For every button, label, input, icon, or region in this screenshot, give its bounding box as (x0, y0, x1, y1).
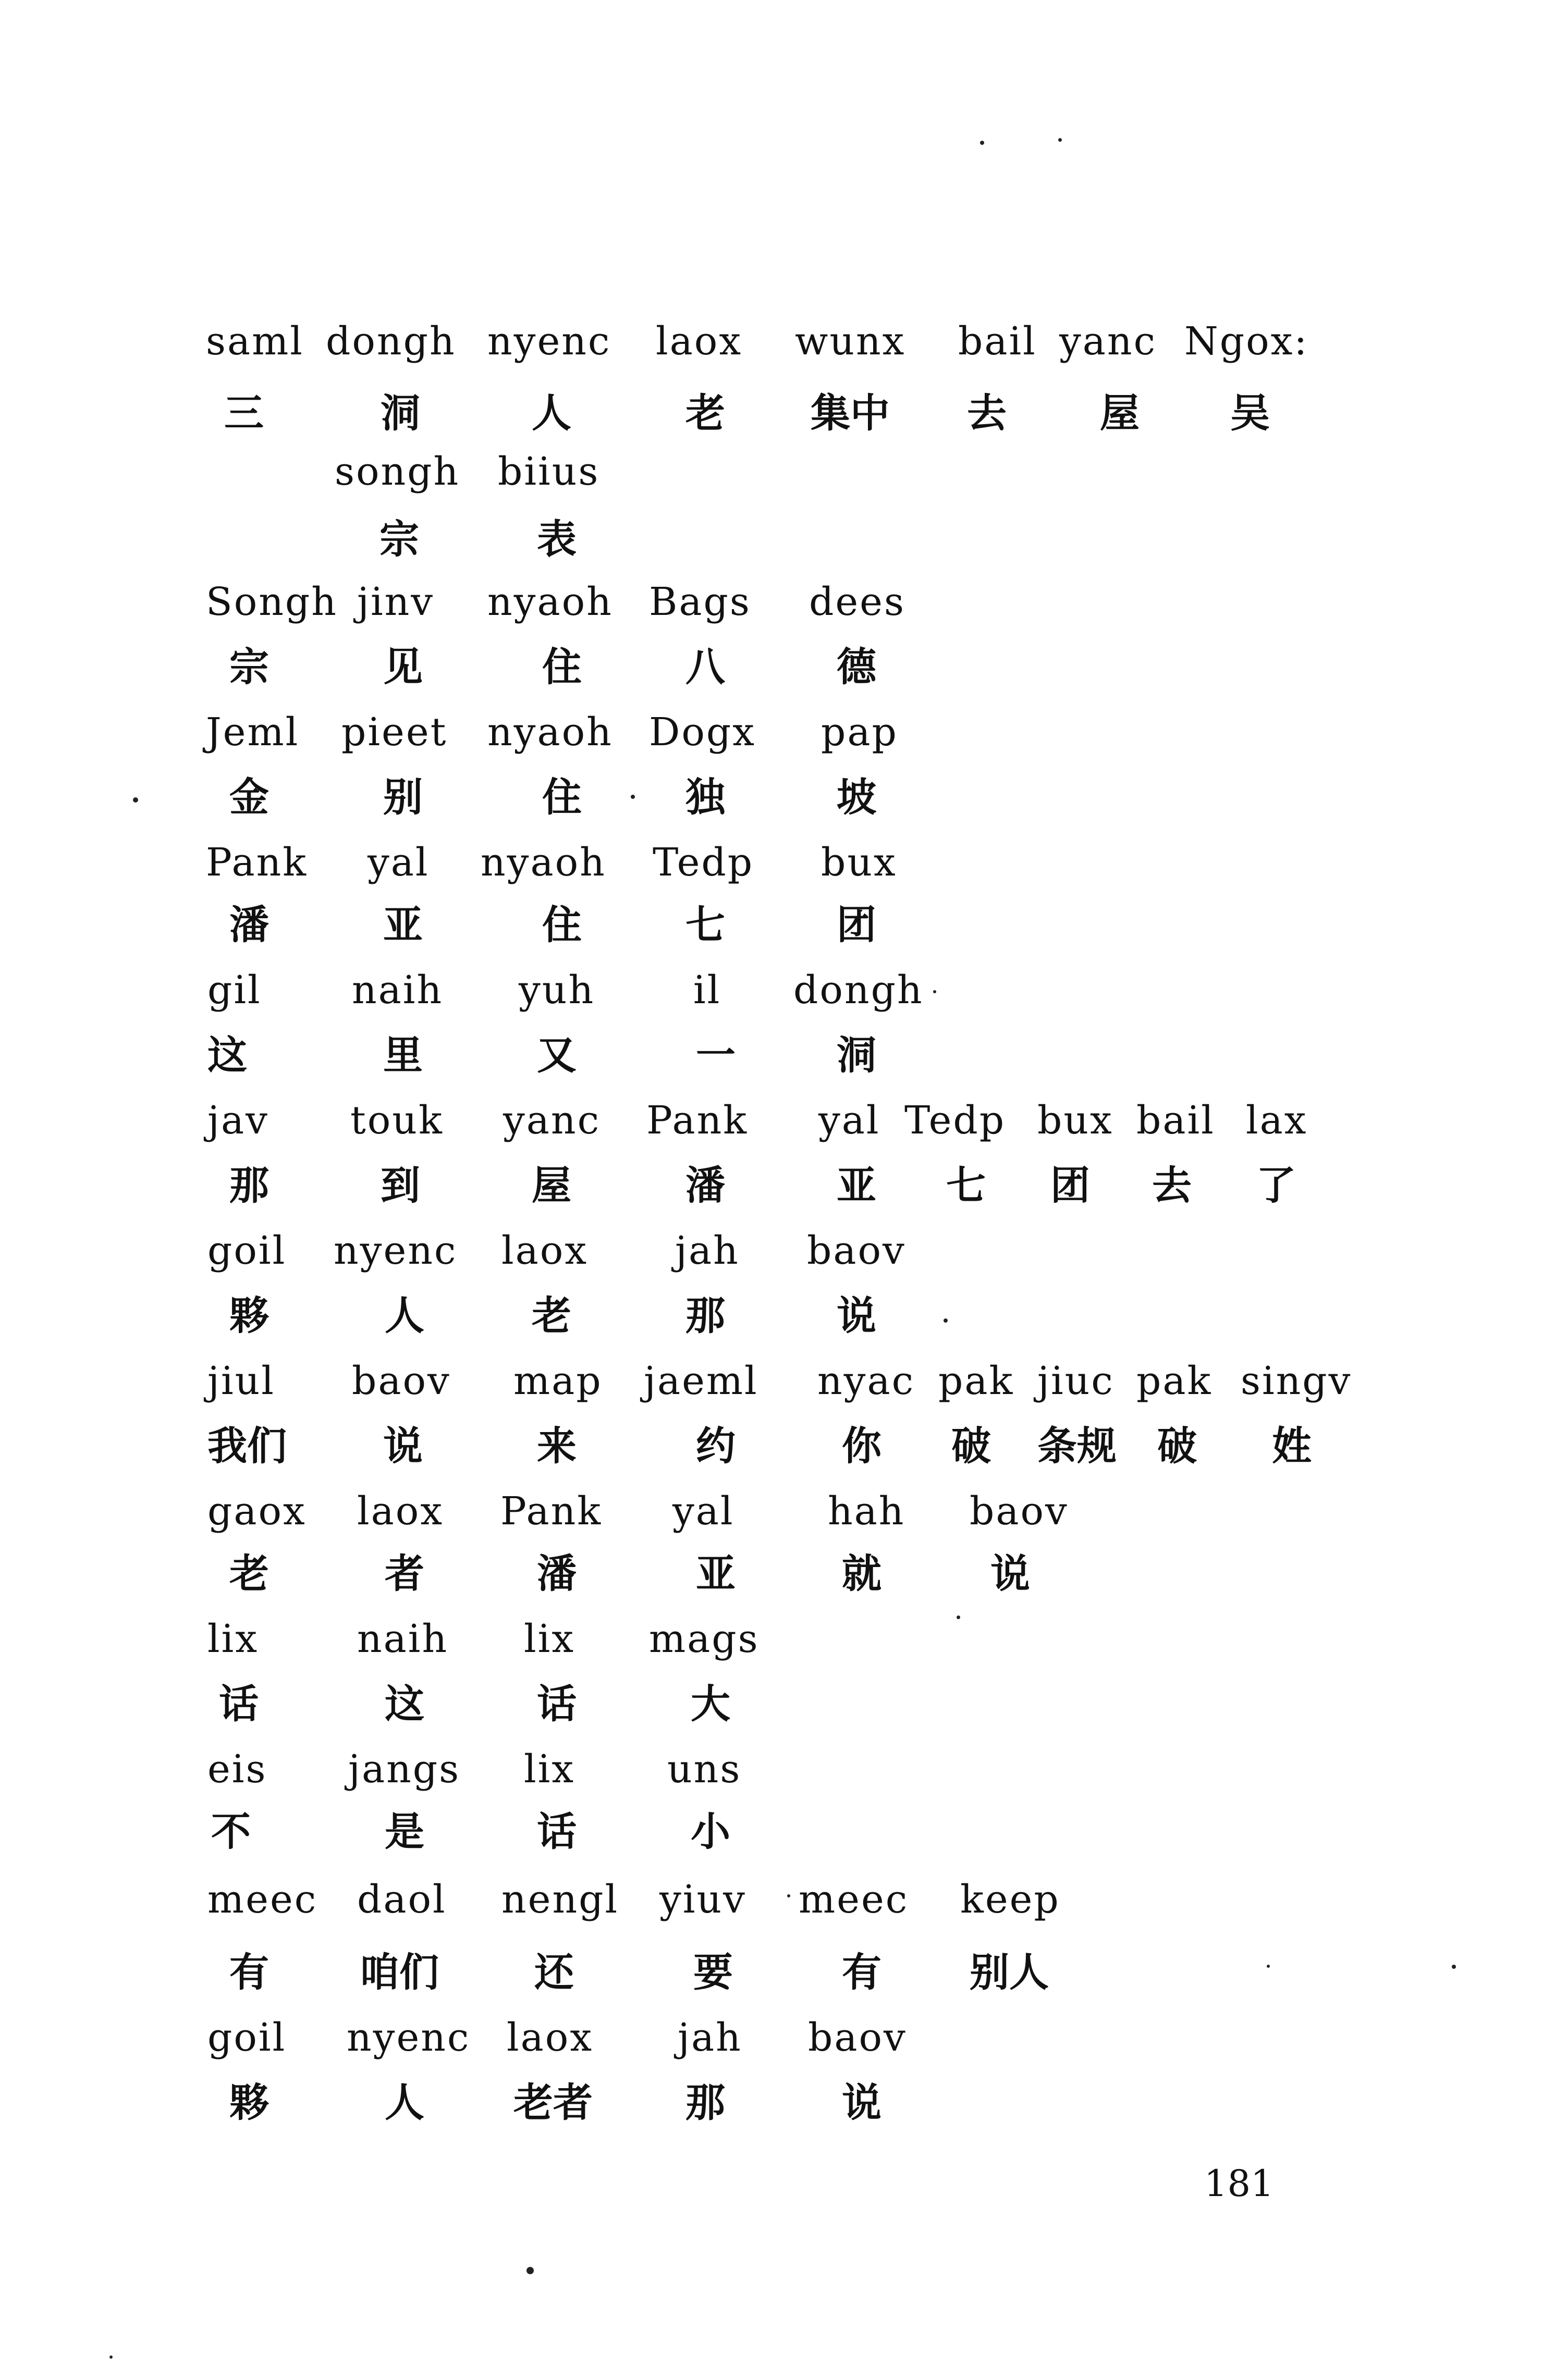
gloss-word: 还 (534, 1949, 574, 1995)
gloss-word: 洞 (381, 390, 420, 436)
kam-word: baov (352, 1359, 451, 1403)
gloss-line (0, 385, 1543, 442)
gloss-word: 屋 (1100, 390, 1140, 436)
gloss-word: 八 (685, 644, 725, 690)
kam-line (0, 704, 1543, 761)
kam-word: bail (1136, 1098, 1215, 1143)
kam-word: baov (808, 2015, 907, 2060)
gloss-line (0, 1417, 1543, 1475)
kam-word: singv (1241, 1359, 1352, 1403)
kam-word: nyaoh (481, 840, 606, 885)
kam-word: baov (807, 1228, 906, 1273)
gloss-line (0, 1944, 1543, 2001)
gloss-line (0, 1675, 1543, 1733)
gloss-word: 条规 (1037, 1423, 1117, 1469)
scan-speck (787, 1894, 790, 1897)
gloss-line (0, 1545, 1543, 1602)
kam-line (0, 1610, 1543, 1668)
scan-speck (133, 797, 138, 803)
scan-speck (526, 2267, 534, 2274)
gloss-word: 住 (542, 644, 582, 690)
scan-speck (933, 990, 936, 993)
scan-speck (1058, 138, 1062, 142)
gloss-word: 说 (842, 2079, 881, 2126)
kam-word: Pank (206, 840, 308, 885)
kam-word: naih (357, 1617, 449, 1661)
gloss-word: 里 (383, 1032, 423, 1078)
gloss-word: 话 (219, 1681, 259, 1727)
scan-speck (109, 2356, 113, 2359)
kam-word: lix (207, 1617, 259, 1661)
kam-word: nyaoh (487, 710, 613, 755)
kam-word: jiuc (1037, 1359, 1115, 1403)
kam-word: songh (335, 449, 460, 494)
kam-word: jangs (348, 1747, 461, 1792)
gloss-word: 有 (842, 1949, 881, 1995)
kam-word: Tedp (653, 840, 754, 885)
gloss-word: 那 (685, 2079, 725, 2126)
gloss-word: 七 (946, 1162, 986, 1209)
kam-word: dongh (326, 319, 456, 364)
gloss-word: 见 (383, 644, 423, 690)
kam-word: Pank (646, 1098, 749, 1143)
kam-line (0, 1352, 1543, 1410)
gloss-word: 人 (532, 390, 571, 436)
gloss-word: 三 (224, 390, 264, 436)
kam-word: Songh (206, 579, 338, 624)
scan-speck (980, 141, 984, 145)
gloss-word: 约 (696, 1423, 736, 1469)
scan-speck (1267, 1965, 1270, 1968)
kam-word: lix (524, 1617, 575, 1661)
kam-word: laox (656, 319, 743, 364)
kam-word: goil (207, 1228, 287, 1273)
kam-word: biius (498, 449, 600, 494)
gloss-word: 七 (685, 902, 725, 948)
kam-line (0, 1871, 1543, 1928)
kam-word: nyac (817, 1359, 915, 1403)
gloss-line (0, 896, 1543, 954)
kam-word: yanc (503, 1098, 601, 1143)
kam-word: hah (828, 1489, 905, 1534)
kam-word: meec (799, 1877, 909, 1922)
kam-word: bux (821, 840, 897, 885)
gloss-word: 去 (1152, 1162, 1192, 1209)
kam-line (0, 1222, 1543, 1279)
kam-word: goil (207, 2015, 287, 2060)
kam-word: Bags (649, 579, 751, 624)
kam-word: mags (649, 1617, 760, 1661)
gloss-word: 潘 (685, 1162, 725, 1209)
gloss-word: 屋 (532, 1162, 571, 1209)
kam-word: naih (352, 968, 444, 1013)
kam-word: laox (507, 2015, 594, 2060)
gloss-word: 表 (537, 516, 577, 562)
kam-word: meec (207, 1877, 318, 1922)
kam-line (0, 313, 1543, 370)
kam-word: pak (1136, 1359, 1213, 1403)
gloss-word: 老 (229, 1550, 269, 1597)
kam-word: eis (207, 1747, 267, 1792)
kam-word: jiul (207, 1359, 275, 1403)
gloss-word: 破 (1157, 1423, 1197, 1469)
kam-word: Dogx (649, 710, 756, 755)
gloss-word: 你 (842, 1423, 881, 1469)
kam-word: yal (818, 1098, 880, 1143)
kam-word: pieet (341, 710, 448, 755)
kam-word: Tedp (904, 1098, 1006, 1143)
gloss-word: 小 (691, 1808, 730, 1855)
kam-word: uns (667, 1747, 742, 1792)
gloss-line (0, 1803, 1543, 1860)
kam-word: gil (207, 968, 262, 1013)
kam-word: yal (368, 840, 430, 885)
gloss-word: 团 (1050, 1162, 1090, 1209)
kam-word: yiuv (659, 1877, 746, 1922)
gloss-line (0, 2074, 1543, 2131)
gloss-word: 德 (837, 644, 876, 690)
kam-word: jav (207, 1098, 269, 1143)
gloss-word: 来 (537, 1423, 577, 1469)
gloss-word: 夥 (229, 1292, 269, 1339)
gloss-line (0, 1027, 1543, 1084)
gloss-word: 集中 (811, 390, 890, 436)
kam-word: dongh (793, 968, 924, 1013)
kam-word: touk (350, 1098, 444, 1143)
gloss-word: 我们 (207, 1423, 287, 1469)
scan-speck (1452, 1965, 1456, 1969)
kam-word: jah (675, 1228, 740, 1273)
kam-line (0, 834, 1543, 891)
gloss-line (0, 1287, 1543, 1345)
gloss-word: 洞 (837, 1032, 876, 1078)
kam-word: nyenc (487, 319, 611, 364)
gloss-word: 老者 (513, 2079, 593, 2126)
gloss-word: 人 (385, 1292, 424, 1339)
kam-word: Pank (500, 1489, 603, 1534)
kam-word: keep (960, 1877, 1060, 1922)
gloss-word: 者 (385, 1550, 424, 1597)
gloss-word: 宗 (229, 644, 269, 690)
gloss-word: 到 (381, 1162, 420, 1209)
scan-speck (957, 1616, 960, 1619)
kam-word: bux (1037, 1098, 1113, 1143)
kam-line (0, 2009, 1543, 2066)
gloss-word: 这 (207, 1032, 247, 1078)
kam-word: il (693, 968, 721, 1013)
kam-word: daol (357, 1877, 447, 1922)
kam-word: map (513, 1359, 603, 1403)
gloss-word: 人 (385, 2079, 424, 2126)
gloss-word: 话 (537, 1681, 577, 1727)
gloss-word: 不 (211, 1808, 251, 1855)
scan-speck (631, 795, 635, 799)
gloss-word: 独 (685, 774, 725, 820)
kam-line (0, 1741, 1543, 1798)
gloss-word: 那 (685, 1292, 725, 1339)
kam-line (0, 573, 1543, 631)
kam-line (0, 961, 1543, 1019)
gloss-word: 有 (229, 1949, 269, 1995)
kam-word: yuh (519, 968, 595, 1013)
kam-word: pap (821, 710, 898, 755)
gloss-word: 就 (842, 1550, 881, 1597)
gloss-line (0, 511, 1543, 568)
gloss-word: 亚 (383, 902, 423, 948)
gloss-word: 亚 (696, 1550, 736, 1597)
kam-word: laox (501, 1228, 589, 1273)
gloss-word: 吴 (1230, 390, 1270, 436)
gloss-word: 又 (537, 1032, 577, 1078)
gloss-word: 住 (542, 774, 582, 820)
gloss-word: 去 (967, 390, 1007, 436)
gloss-word: 了 (1256, 1162, 1296, 1209)
page-number: 181 (1204, 2162, 1274, 2205)
gloss-word: 坡 (837, 774, 876, 820)
gloss-line (0, 1157, 1543, 1214)
gloss-word: 别 (383, 774, 423, 820)
gloss-word: 这 (385, 1681, 424, 1727)
gloss-word: 说 (383, 1423, 423, 1469)
gloss-word: 姓 (1272, 1423, 1312, 1469)
kam-word: nyenc (347, 2015, 471, 2060)
gloss-word: 宗 (379, 516, 419, 562)
kam-word: laox (357, 1489, 444, 1534)
kam-word: yal (672, 1489, 734, 1534)
gloss-word: 是 (385, 1808, 424, 1855)
kam-word: gaox (207, 1489, 307, 1534)
kam-word: baov (970, 1489, 1069, 1534)
kam-word: nyenc (334, 1228, 458, 1273)
gloss-word: 别人 (970, 1949, 1049, 1995)
kam-word: lix (524, 1747, 575, 1792)
gloss-word: 一 (696, 1032, 736, 1078)
kam-word: nyaoh (487, 579, 613, 624)
kam-word: bail (958, 319, 1037, 364)
gloss-word: 团 (837, 902, 876, 948)
gloss-word: 夥 (229, 2079, 269, 2126)
gloss-word: 大 (691, 1681, 730, 1727)
gloss-word: 咱们 (360, 1949, 439, 1995)
gloss-word: 老 (685, 390, 725, 436)
kam-word: jinv (357, 579, 435, 624)
kam-word: yanc (1059, 319, 1157, 364)
kam-word: jah (678, 2015, 742, 2060)
gloss-word: 破 (951, 1423, 991, 1469)
kam-word: lax (1246, 1098, 1308, 1143)
kam-word: wunx (795, 319, 906, 364)
gloss-word: 说 (990, 1550, 1030, 1597)
kam-word: jaeml (644, 1359, 758, 1403)
gloss-word: 话 (537, 1808, 577, 1855)
kam-line (0, 443, 1543, 500)
kam-word: saml (206, 319, 304, 364)
kam-word: nengl (501, 1877, 619, 1922)
gloss-word: 要 (693, 1949, 733, 1995)
gloss-word: 金 (229, 774, 269, 820)
gloss-word: 亚 (837, 1162, 876, 1209)
kam-word: Jeml (206, 710, 300, 755)
kam-word: Ngox: (1184, 319, 1309, 364)
gloss-word: 潘 (537, 1550, 577, 1597)
gloss-word: 潘 (229, 902, 269, 948)
scan-speck (944, 1318, 948, 1323)
kam-word: pak (938, 1359, 1014, 1403)
kam-line (0, 1092, 1543, 1149)
gloss-word: 那 (229, 1162, 269, 1209)
gloss-word: 说 (837, 1292, 876, 1339)
gloss-line (0, 638, 1543, 696)
gloss-word: 老 (532, 1292, 571, 1339)
kam-line (0, 1483, 1543, 1540)
gloss-line (0, 769, 1543, 826)
kam-word: dees (809, 579, 905, 624)
gloss-word: 住 (542, 902, 582, 948)
